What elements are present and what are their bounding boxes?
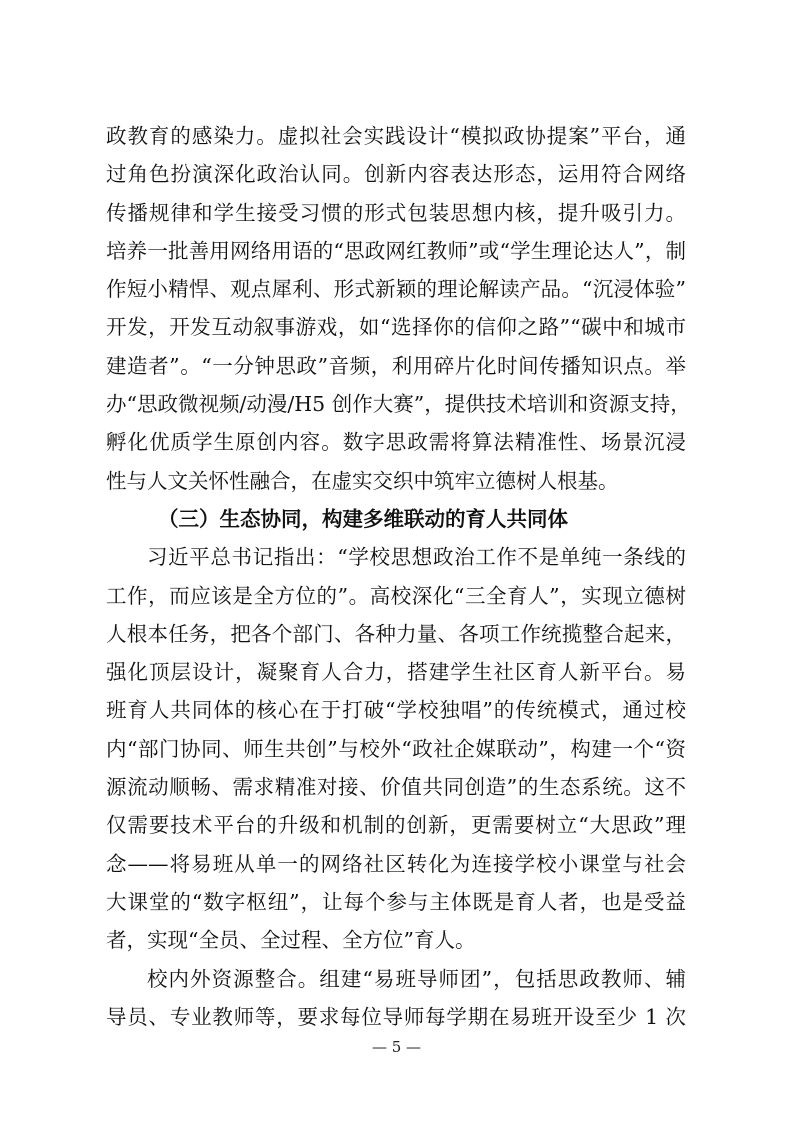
paragraph-line: 班育人共同体的核心在于打破“学校独唱”的传统模式，通过校 bbox=[106, 698, 686, 723]
body-text bbox=[106, 117, 691, 1036]
paragraph-line: 强化顶层设计，凝聚育人合力，搭建学生社区育人新平台。易 bbox=[106, 660, 686, 685]
paragraph-line: 性与人文关怀性融合，在虚实交织中筑牢立德树人根基。 bbox=[106, 468, 619, 493]
paragraph-line: 培养一批善用网络用语的“思政网红教师”或“学生理论达人”，制 bbox=[106, 238, 686, 263]
paragraph-line: 校内外资源整合。组建“易班导师团”，包括思政教师、辅 bbox=[147, 966, 686, 991]
paragraph-line: 工作，而应该是全方位的”。高校深化“三全育人”，实现立德树 bbox=[106, 583, 686, 608]
paragraph-line: 孵化优质学生原创内容。数字思政需将算法精准性、场景沉浸 bbox=[106, 430, 686, 455]
paragraph-line: 政教育的感染力。虚拟社会实践设计“模拟政协提案”平台，通 bbox=[106, 124, 686, 148]
paragraph-line: 者，实现“全员、全过程、全方位”育人。 bbox=[106, 928, 476, 953]
page-number: — 5 — bbox=[371, 1038, 422, 1056]
paragraph-line: 习近平总书记指出：“学校思想政治工作不是单纯一条线的 bbox=[147, 545, 686, 570]
paragraph-line: 人根本任务，把各个部门、各种力量、各项工作统揽整合起来， bbox=[106, 621, 686, 646]
paragraph-line: 内“部门协同、师生共创”与校外“政社企媒联动”，构建一个“资 bbox=[106, 736, 686, 761]
paragraph-line: 大课堂的“数字枢纽”，让每个参与主体既是育人者，也是受益 bbox=[106, 889, 686, 914]
paragraph-line: 过角色扮演深化政治认同。创新内容表达形态，运用符合网络 bbox=[106, 162, 686, 187]
paragraph-line: 传播规律和学生接受习惯的形式包装思想内核，提升吸引力。 bbox=[106, 200, 686, 225]
section-heading: （三）生态协同，构建多维联动的育人共同体 bbox=[158, 506, 568, 531]
paragraph-line: 开发，开发互动叙事游戏，如“选择你的信仰之路”“碳中和城市 bbox=[106, 315, 686, 340]
paragraph-line: 仅需要技术平台的升级和机制的创新，更需要树立“大思政”理 bbox=[106, 813, 686, 838]
paragraph-line: 作短小精悍、观点犀利、形式新颖的理论解读产品。“沉浸体验” bbox=[106, 277, 686, 302]
paragraph-line: 导员、专业教师等，要求每位导师每学期在易班开设至少 1 次 bbox=[106, 1004, 686, 1029]
paragraph-line: 建造者”。“一分钟思政”音频，利用碎片化时间传播知识点。举 bbox=[106, 353, 686, 378]
paragraph-line: 办“思政微视频/动漫/H5 创作大赛”，提供技术培训和资源支持， bbox=[106, 392, 691, 417]
paragraph-line: 念——将易班从单一的网络社区转化为连接学校小课堂与社会 bbox=[106, 851, 686, 876]
paragraph-line: 源流动顺畅、需求精准对接、价值共同创造”的生态系统。这不 bbox=[106, 775, 686, 800]
